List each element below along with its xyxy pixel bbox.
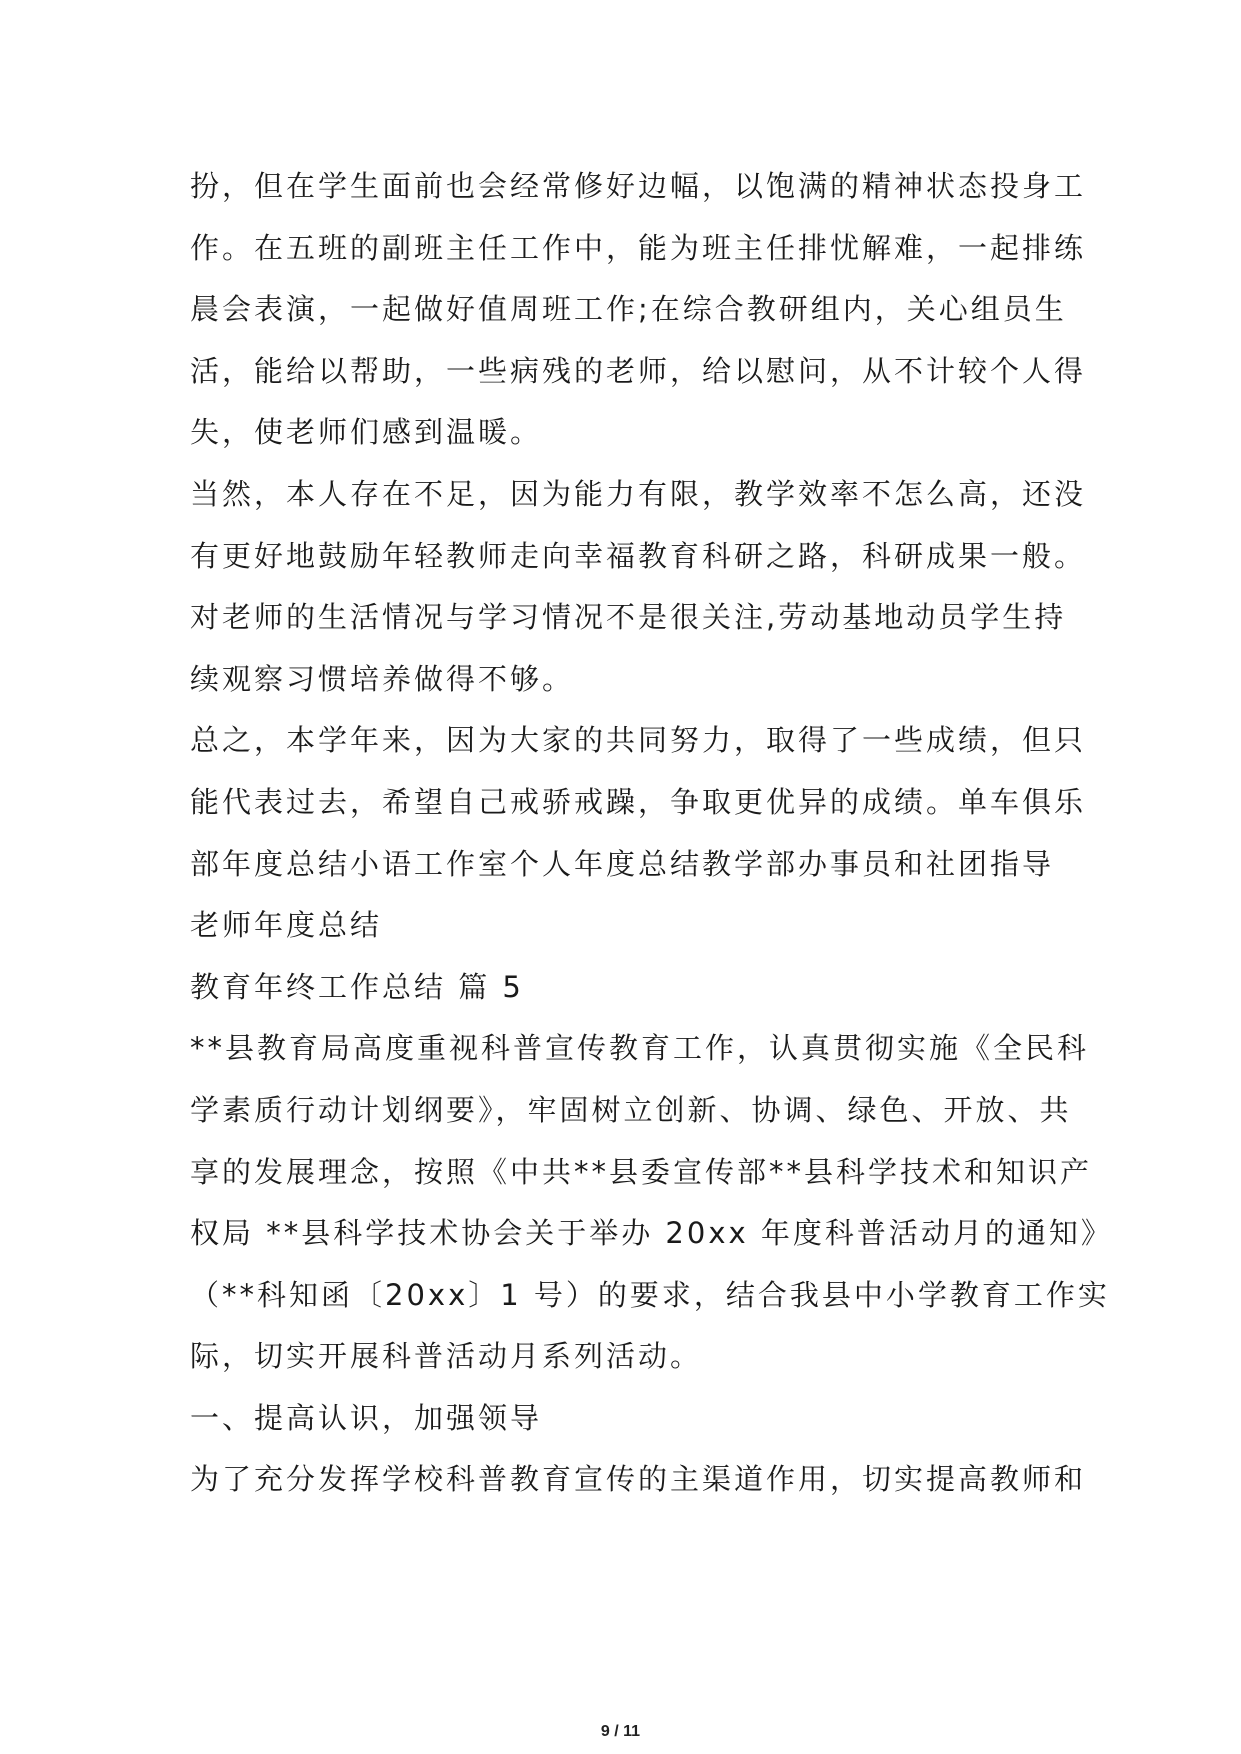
- text-line: （**科知函〔20xx〕1 号）的要求，结合我县中小学教育工作实: [190, 1277, 1110, 1312]
- text-line: 扮，但在学生面前也会经常修好边幅，以饱满的精神状态投身工: [190, 169, 1087, 203]
- text-line: 能代表过去，希望自己戒骄戒躁，争取更优异的成绩。单车俱乐: [190, 784, 1087, 819]
- text-line: 总之，本学年来，因为大家的共同努力，取得了一些成绩，但只: [190, 723, 1087, 758]
- text-line: 权局 **县科学技术协会关于举办 20xx 年度科普活动月的通知》: [190, 1216, 1113, 1251]
- text-line: 享的发展理念，按照《中共**县委宣传部**县科学技术和知识产: [190, 1154, 1093, 1189]
- section-heading: 教育年终工作总结 篇 5: [190, 969, 524, 1004]
- text-line: 学素质行动计划纲要》，牢固树立创新、协调、绿色、开放、共: [190, 1092, 1072, 1127]
- text-line: 有更好地鼓励年轻教师走向幸福教育科研之路，科研成果一般。: [190, 538, 1087, 573]
- text-line: 失，使老师们感到温暖。: [190, 415, 543, 450]
- text-line: 际，切实开展科普活动月系列活动。: [190, 1339, 703, 1374]
- text-line: 对老师的生活情况与学习情况不是很关注,劳动基地动员学生持: [190, 600, 1067, 635]
- text-line: 活，能给以帮助，一些病残的老师，给以慰问，从不计较个人得: [190, 353, 1087, 388]
- text-line: 部年度总结小语工作室个人年度总结教学部办事员和社团指导: [190, 846, 1055, 881]
- text-line: 作。在五班的副班主任工作中，能为班主任排忧解难，一起排练: [190, 230, 1087, 265]
- subsection-heading: 一、提高认识，加强领导: [190, 1400, 543, 1435]
- text-line: 当然，本人存在不足，因为能力有限，教学效率不怎么高，还没: [190, 476, 1087, 511]
- text-line: 老师年度总结: [190, 908, 383, 943]
- document-body: [190, 156, 1113, 1511]
- text-line: 续观察习惯培养做得不够。: [190, 661, 575, 696]
- page-number: 9 / 11: [600, 1723, 641, 1740]
- text-line: **县教育局高度重视科普宣传教育工作，认真贯彻实施《全民科: [190, 1031, 1090, 1066]
- text-line: 为了充分发挥学校科普教育宣传的主渠道作用，切实提高教师和: [190, 1462, 1087, 1497]
- text-line: 晨会表演，一起做好值周班工作;在综合教研组内，关心组员生: [190, 292, 1067, 327]
